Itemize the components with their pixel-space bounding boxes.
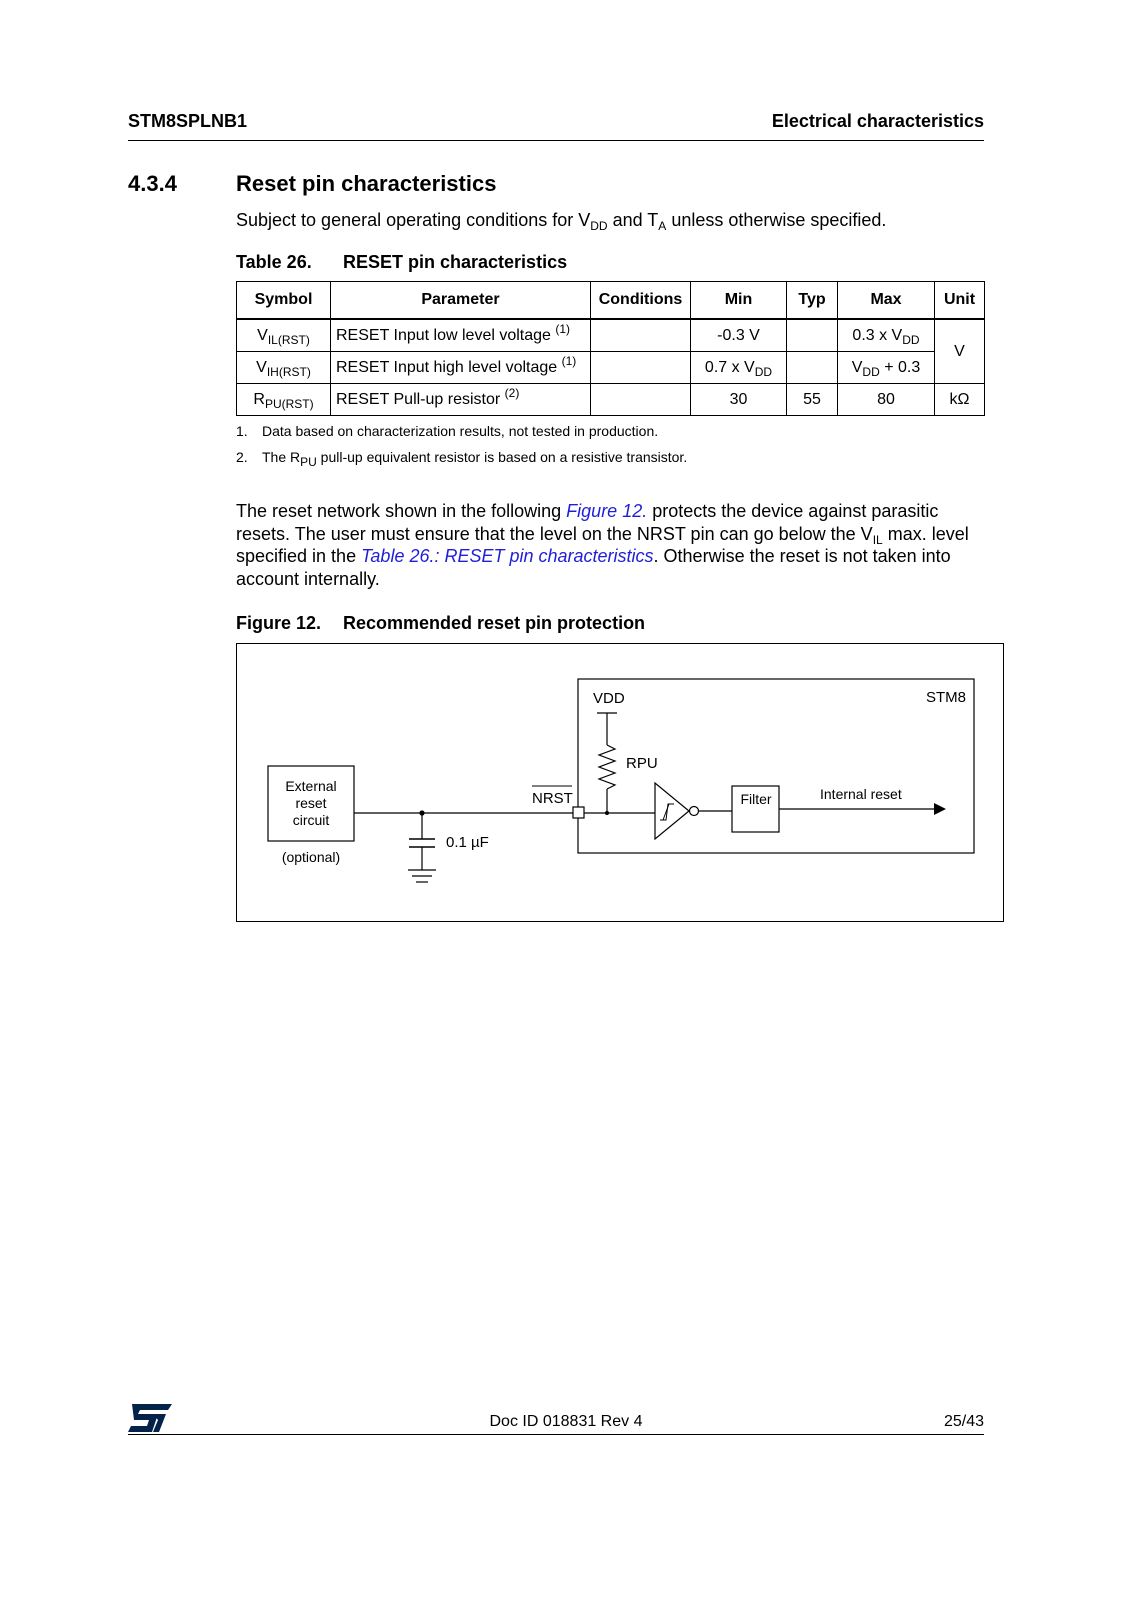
note-ref: (1) <box>555 321 571 336</box>
note-number: 2. <box>236 449 248 465</box>
table-header-row <box>237 282 985 320</box>
parameter-text: RESET Pull-up resistor <box>336 390 501 408</box>
symbol-sub: IL(RST) <box>267 332 310 347</box>
filter-label: Filter <box>740 791 772 807</box>
cell-unit: kΩ <box>935 384 985 416</box>
arrow-head-icon <box>934 803 946 815</box>
table-row <box>237 319 985 352</box>
cell-typ: 55 <box>787 384 838 416</box>
cell-min <box>691 319 787 352</box>
stm8-label: STM8 <box>926 689 967 706</box>
footer-doc-id: Doc ID 018831 Rev 4 <box>489 1413 643 1430</box>
note-ref: (2) <box>504 385 520 400</box>
cell-max <box>838 352 935 384</box>
paragraph-text: The reset network shown in the following <box>236 501 567 521</box>
column-header: Max <box>838 282 935 320</box>
note-number: 1. <box>236 423 248 439</box>
cell-typ <box>787 352 838 384</box>
max-sub: DD <box>862 364 880 379</box>
column-header: Conditions <box>591 282 691 320</box>
cell-conditions <box>591 352 691 384</box>
note-text: pull-up equivalent resistor is based on a resistive transistor. <box>316 449 688 465</box>
cell-conditions <box>591 319 691 352</box>
figure-caption-title: Recommended reset pin protection <box>343 613 646 633</box>
reset-pin-table <box>236 281 985 416</box>
nrst-label: NRST <box>532 790 573 807</box>
intro-sub: DD <box>590 219 608 233</box>
max-text: 0.3 x V <box>852 326 903 344</box>
parameter-text: RESET Input high level voltage <box>336 358 558 376</box>
cell-typ <box>787 319 838 352</box>
paragraph-text: . Otherwise the reset is not taken into account internally. <box>236 546 951 589</box>
paragraph-text: protects the device against parasitic resets. The user must ensure that the level on the NRST pin can go below the V <box>236 501 939 544</box>
column-header: Symbol <box>237 282 331 320</box>
intro-text: and T <box>607 210 659 230</box>
cell-parameter <box>331 319 591 352</box>
capacitor-label: 0.1 µF <box>446 834 489 851</box>
external-label: reset <box>295 795 327 811</box>
symbol-text: R <box>253 390 265 408</box>
section-number: 4.3.4 <box>128 171 177 196</box>
cell-max <box>838 384 935 416</box>
symbol-text: V <box>256 358 267 376</box>
note-text: Data based on characterization results, not tested in production. <box>262 423 659 439</box>
max-post: + 0.3 <box>879 358 921 376</box>
column-header: Parameter <box>331 282 591 320</box>
optional-label: (optional) <box>281 849 341 865</box>
min-text: 30 <box>729 390 748 408</box>
internal-reset-label: Internal reset <box>820 786 902 802</box>
cell-parameter <box>331 384 591 416</box>
figure-caption <box>236 613 645 634</box>
table-note <box>236 423 658 439</box>
symbol-sub: PU(RST) <box>264 396 314 411</box>
max-text: V <box>851 358 863 376</box>
section-title: Reset pin characteristics <box>236 171 497 196</box>
cell-max <box>838 319 935 352</box>
cell-symbol <box>237 319 331 352</box>
paragraph-sub: IL <box>872 532 883 547</box>
cell-parameter <box>331 352 591 384</box>
external-label: circuit <box>292 812 330 828</box>
max-sub: DD <box>902 332 920 347</box>
reset-protection-diagram <box>236 643 1004 922</box>
inverter-bubble <box>690 807 699 816</box>
column-header: Unit <box>935 282 985 320</box>
column-header: Typ <box>787 282 838 320</box>
nrst-pin <box>573 807 584 818</box>
column-header: Min <box>691 282 787 320</box>
table-row <box>237 352 985 384</box>
cell-min <box>691 352 787 384</box>
rpu-label: RPU <box>626 755 658 772</box>
note-sub: PU <box>300 455 317 469</box>
table-caption-title: RESET pin characteristics <box>343 252 568 272</box>
intro-text: Subject to general operating conditions for V <box>236 210 591 230</box>
min-sub: DD <box>754 364 773 379</box>
schmitt-trigger-inverter <box>655 783 689 839</box>
min-text: 0.7 x V <box>704 358 755 376</box>
table-row <box>237 384 985 416</box>
cell-symbol <box>237 384 331 416</box>
intro-text: unless otherwise specified. <box>666 210 887 230</box>
note-ref: (1) <box>561 353 577 368</box>
figure-link[interactable]: Figure 12. <box>566 501 648 521</box>
symbol-sub: IH(RST) <box>266 364 311 379</box>
cell-min <box>691 384 787 416</box>
header-rule <box>128 140 984 141</box>
figure-caption-label: Figure 12. <box>236 613 322 633</box>
cell-symbol <box>237 352 331 384</box>
footer-page-number: 25/43 <box>943 1413 984 1430</box>
paragraph-text: max. level specified in the <box>236 523 969 566</box>
table-caption-label: Table 26. <box>236 252 312 272</box>
vdd-label: VDD <box>593 690 625 707</box>
external-label: External <box>285 778 337 794</box>
table-note <box>236 449 688 469</box>
section-intro <box>236 210 886 231</box>
junction-dot <box>605 811 609 815</box>
footer-rule <box>128 1434 984 1435</box>
header-doc-name: STM8SPLNB1 <box>128 111 248 131</box>
table-caption <box>236 252 567 273</box>
symbol-text: V <box>257 326 268 344</box>
cell-unit: V <box>935 319 985 384</box>
body-paragraph <box>236 500 996 590</box>
cell-conditions <box>591 384 691 416</box>
intro-sub: A <box>658 219 667 233</box>
min-text: -0.3 V <box>717 326 760 344</box>
max-text: 80 <box>877 390 895 408</box>
parameter-text: RESET Input low level voltage <box>336 326 551 344</box>
note-text: The R <box>262 449 301 465</box>
pullup-resistor <box>599 745 615 789</box>
table-link[interactable]: Table 26.: RESET pin characteristics <box>361 546 654 566</box>
header-chapter: Electrical characteristics <box>771 111 984 131</box>
